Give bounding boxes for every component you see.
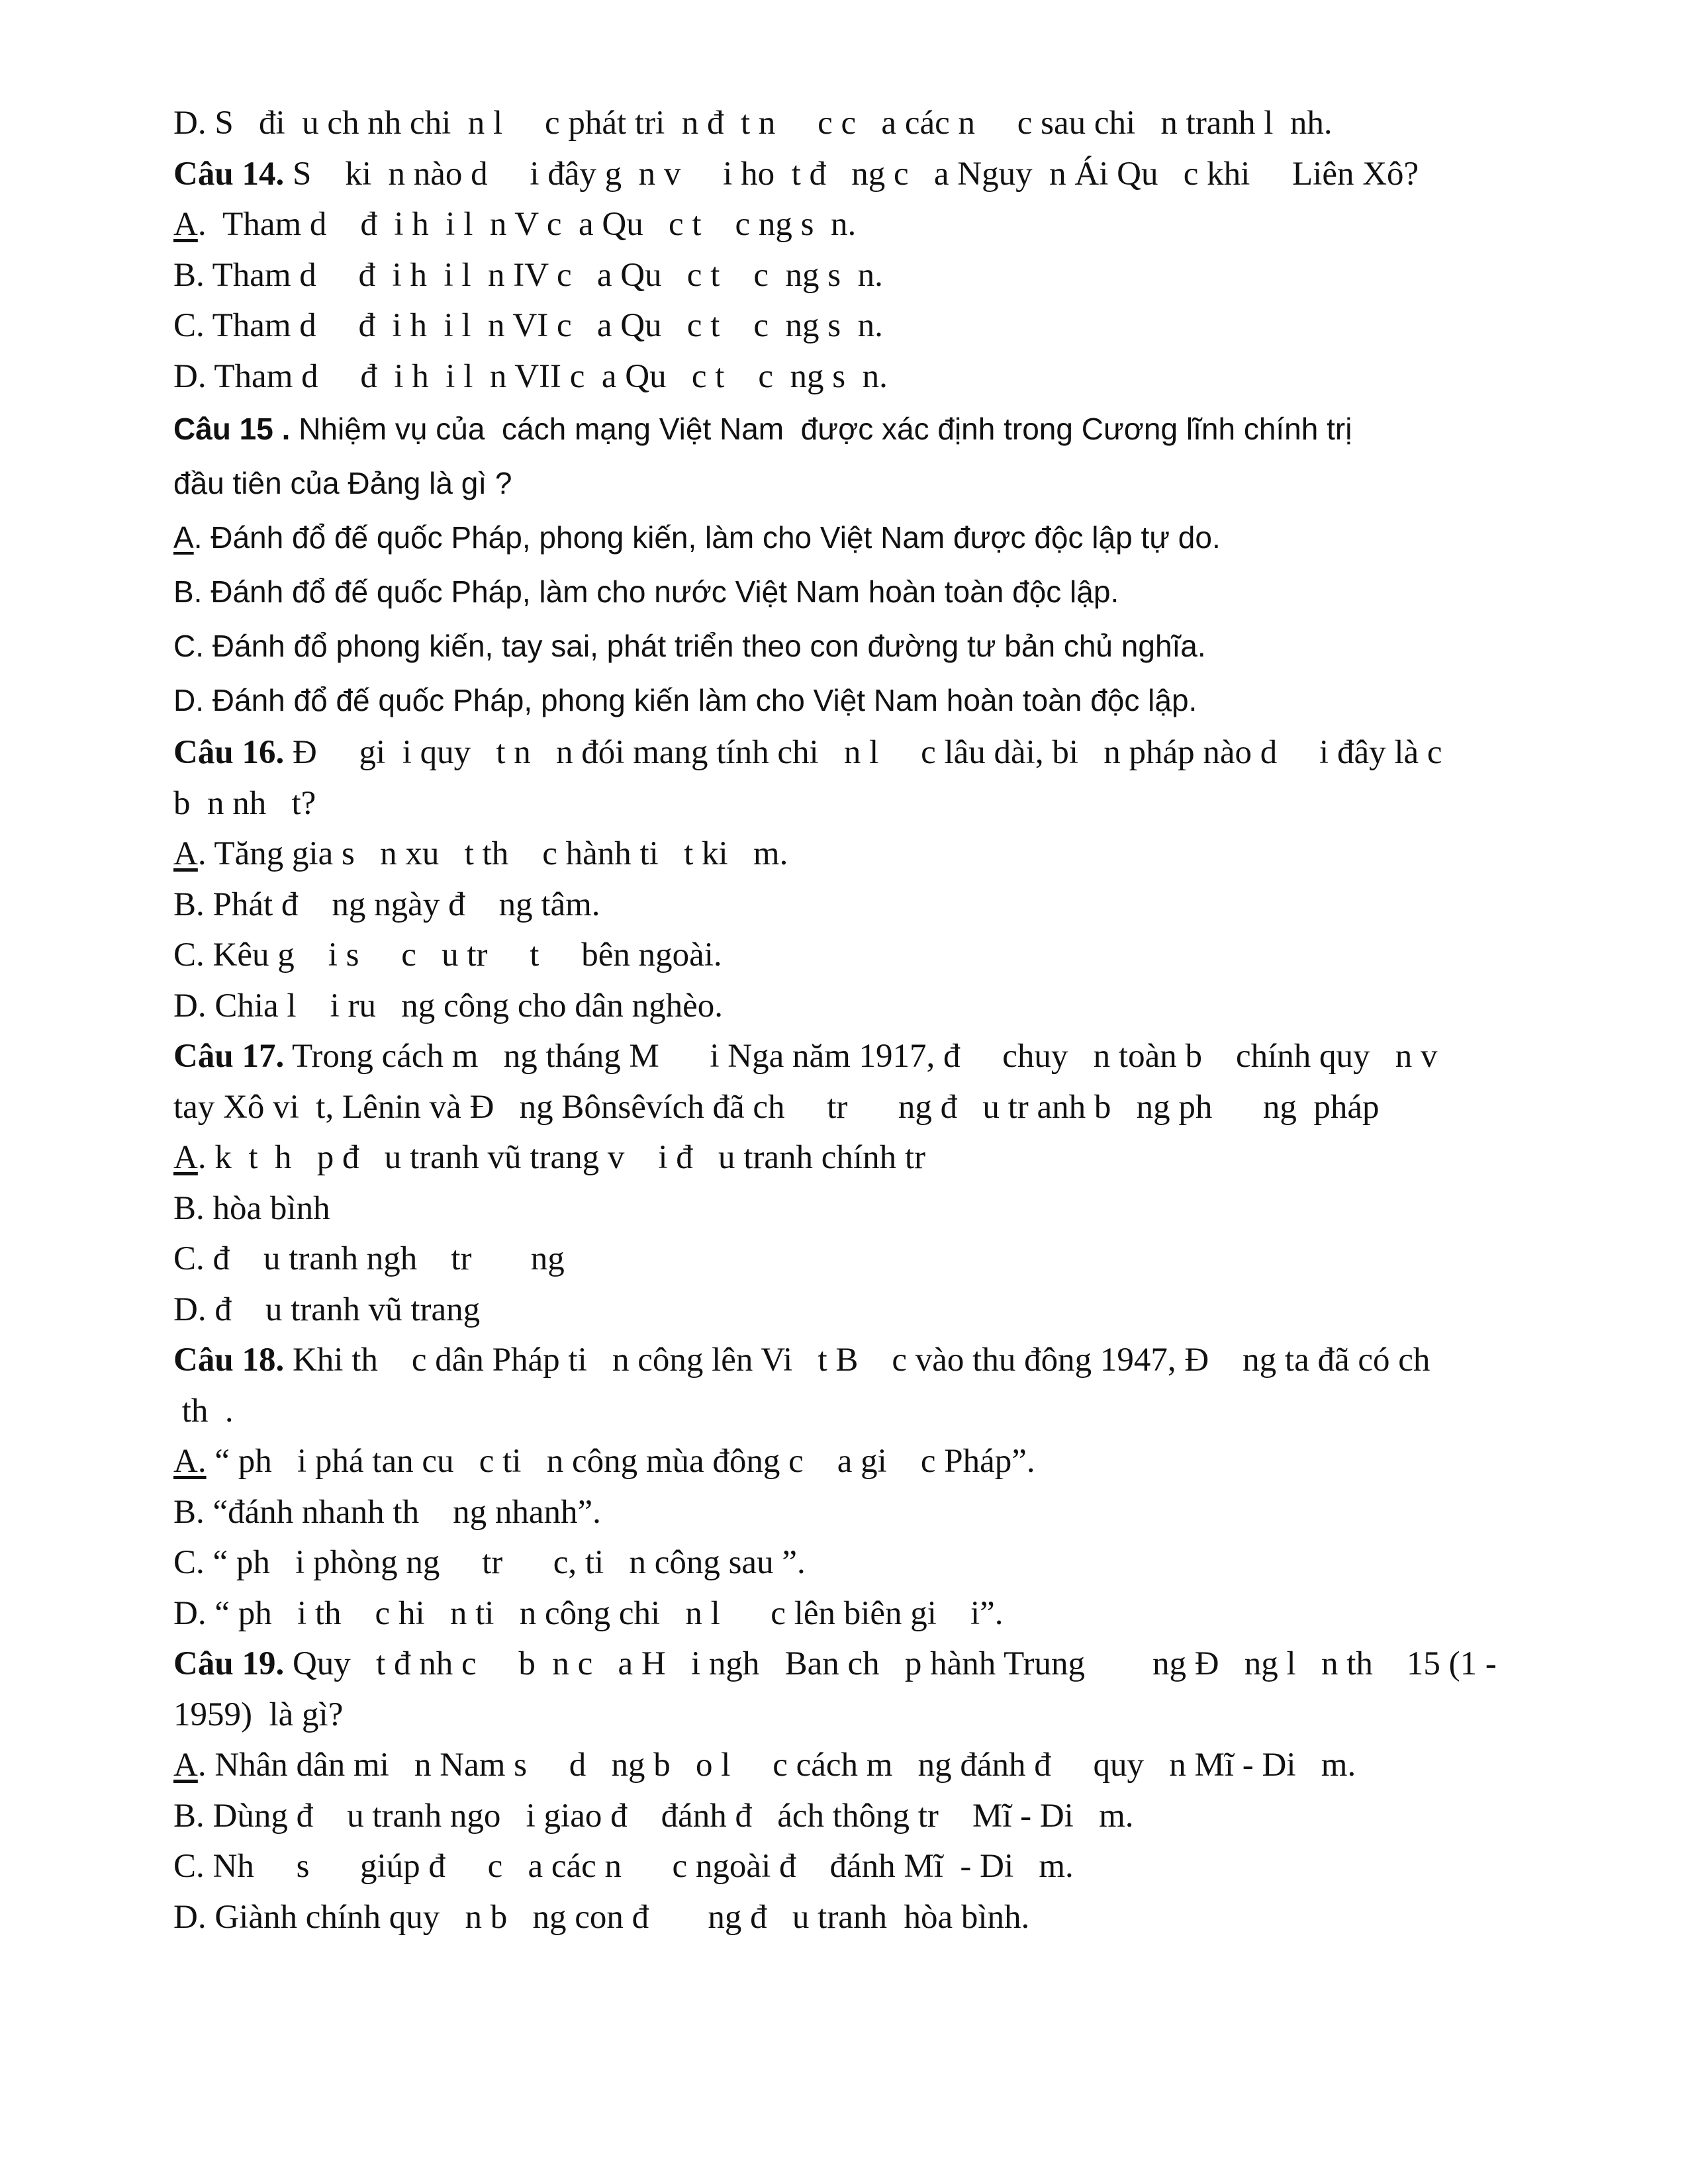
q15-option-c: C. Đánh đổ phong kiến, tay sai, phát triển theo con đường tư bản chủ nghĩa. xyxy=(173,629,1206,663)
q16-option-d: D. Chia l i ru ng công cho dân nghèo. xyxy=(173,987,724,1024)
q18-option-c: C. “ ph i phòng ng tr c, ti n công sau ”. xyxy=(173,1544,806,1581)
answer-letter: A xyxy=(173,520,194,555)
q14-option-d: D. Tham d đ i h i l n VII c a Qu c t c ng s n. xyxy=(173,357,888,395)
option-text: “ ph i phá tan cu c ti n công mùa đông c a gi c Pháp”. xyxy=(206,1443,1035,1480)
question-14 xyxy=(173,149,1595,200)
question-label: Câu 14. xyxy=(173,155,285,193)
q15-option-d: D. Đánh đổ đế quốc Pháp, phong kiến làm cho Việt Nam hoàn toàn độc lập. xyxy=(173,683,1197,717)
q15-option-b: B. Đánh đổ đế quốc Pháp, làm cho nước Việt Nam hoàn toàn độc lập. xyxy=(173,574,1119,609)
question-19 xyxy=(173,1639,1595,1690)
question-16 xyxy=(173,727,1595,778)
question-text: Đ gi i quy t n n đói mang tính chi n l c lâu dài, bi n pháp nào d i đây là c xyxy=(284,734,1442,771)
question-17 xyxy=(173,1031,1595,1082)
option-text: . Tăng gia s n xu t th c hành ti t ki m. xyxy=(197,835,788,872)
question-label: Câu 19. xyxy=(173,1645,285,1682)
question-15 xyxy=(173,402,1595,456)
q14-option-b: B. Tham d đ i h i l n IV c a Qu c t c ng s n. xyxy=(173,256,883,294)
answer-letter: A xyxy=(173,1747,198,1784)
answer-letter: A xyxy=(173,206,198,243)
question-label: Câu 15 . xyxy=(173,412,291,446)
q14-option-c: C. Tham d đ i h i l n VI c a Qu c t c ng s n. xyxy=(173,307,883,344)
answer-letter: A xyxy=(173,1139,198,1176)
question-text: Trong cách m ng tháng M i Nga năm 1917, đ chuy n toàn b chính quy n v xyxy=(284,1038,1438,1075)
q19-option-c: C. Nh s giúp đ c a các n c ngoài đ đánh Mĩ - Di m. xyxy=(173,1848,1074,1885)
question-19-cont: 1959) là gì? xyxy=(173,1696,344,1733)
q17-option-a xyxy=(173,1132,1595,1183)
q17-option-c: C. đ u tranh ngh tr ng xyxy=(173,1240,565,1277)
q18-option-d: D. “ ph i th c hi n ti n công chi n l c lên biên gi i”. xyxy=(173,1594,1004,1632)
question-18-cont: th . xyxy=(173,1392,234,1430)
answer-letter: A xyxy=(173,835,198,872)
question-15-cont: đầu tiên của Đảng là gì ? xyxy=(173,466,512,500)
q16-option-c: C. Kêu g i s c u tr t bên ngoài. xyxy=(173,936,722,974)
q18-option-b: B. “đánh nhanh th ng nhanh”. xyxy=(173,1493,601,1531)
question-16-cont: b n nh t? xyxy=(173,784,316,822)
q14-option-a xyxy=(173,199,1595,250)
option-text: . k t h p đ u tranh vũ trang v i đ u tranh chính tr xyxy=(197,1139,926,1176)
question-label: Câu 16. xyxy=(173,734,285,771)
option-text: . Tham d đ i h i l n V c a Qu c t c ng s n. xyxy=(197,206,857,243)
question-text: S ki n nào d i đây g n v i ho t đ ng c a Nguy n Ái Qu c khi Liên Xô? xyxy=(284,155,1419,193)
question-text: Khi th c dân Pháp ti n công lên Vi t B c vào thu đông 1947, Đ ng ta đã có ch xyxy=(284,1342,1430,1379)
q15-option-a xyxy=(173,510,1595,565)
q17-option-d: D. đ u tranh vũ trang xyxy=(173,1291,481,1328)
q19-option-a xyxy=(173,1740,1595,1791)
q13-option-d: D. S đi u ch nh chi n l c phát tri n đ t n c c a các n c sau chi n tranh l nh. xyxy=(173,105,1333,142)
question-label: Câu 18. xyxy=(173,1342,285,1379)
q16-option-a xyxy=(173,829,1595,880)
question-17-cont: tay Xô vi t, Lênin và Đ ng Bônsêvích đã ch tr ng đ u tr anh b ng ph ng pháp xyxy=(173,1088,1380,1126)
q16-option-b: B. Phát đ ng ngày đ ng tâm. xyxy=(173,886,600,923)
question-text: Nhiệm vụ của cách mạng Việt Nam được xác định trong Cương lĩnh chính trị xyxy=(290,412,1352,446)
q19-option-d: D. Giành chính quy n b ng con đ ng đ u tranh hòa bình. xyxy=(173,1898,1030,1936)
q17-option-b: B. hòa bình xyxy=(173,1189,330,1227)
q19-option-b: B. Dùng đ u tranh ngo i giao đ đánh đ ách thông tr Mĩ - Di m. xyxy=(173,1797,1134,1835)
option-text: . Đánh đổ đế quốc Pháp, phong kiến, làm cho Việt Nam được độc lập tự do. xyxy=(193,520,1221,555)
question-text: Quy t đ nh c b n c a H i ngh Ban ch p hành Trung ng Đ ng l n th 15 (1 - xyxy=(284,1645,1497,1682)
question-label: Câu 17. xyxy=(173,1038,285,1075)
answer-letter: A. xyxy=(173,1443,207,1480)
q18-option-a xyxy=(173,1436,1595,1487)
option-text: . Nhân dân mi n Nam s d ng b o l c cách m ng đánh đ quy n Mĩ - Di m. xyxy=(197,1747,1356,1784)
question-18 xyxy=(173,1335,1595,1386)
